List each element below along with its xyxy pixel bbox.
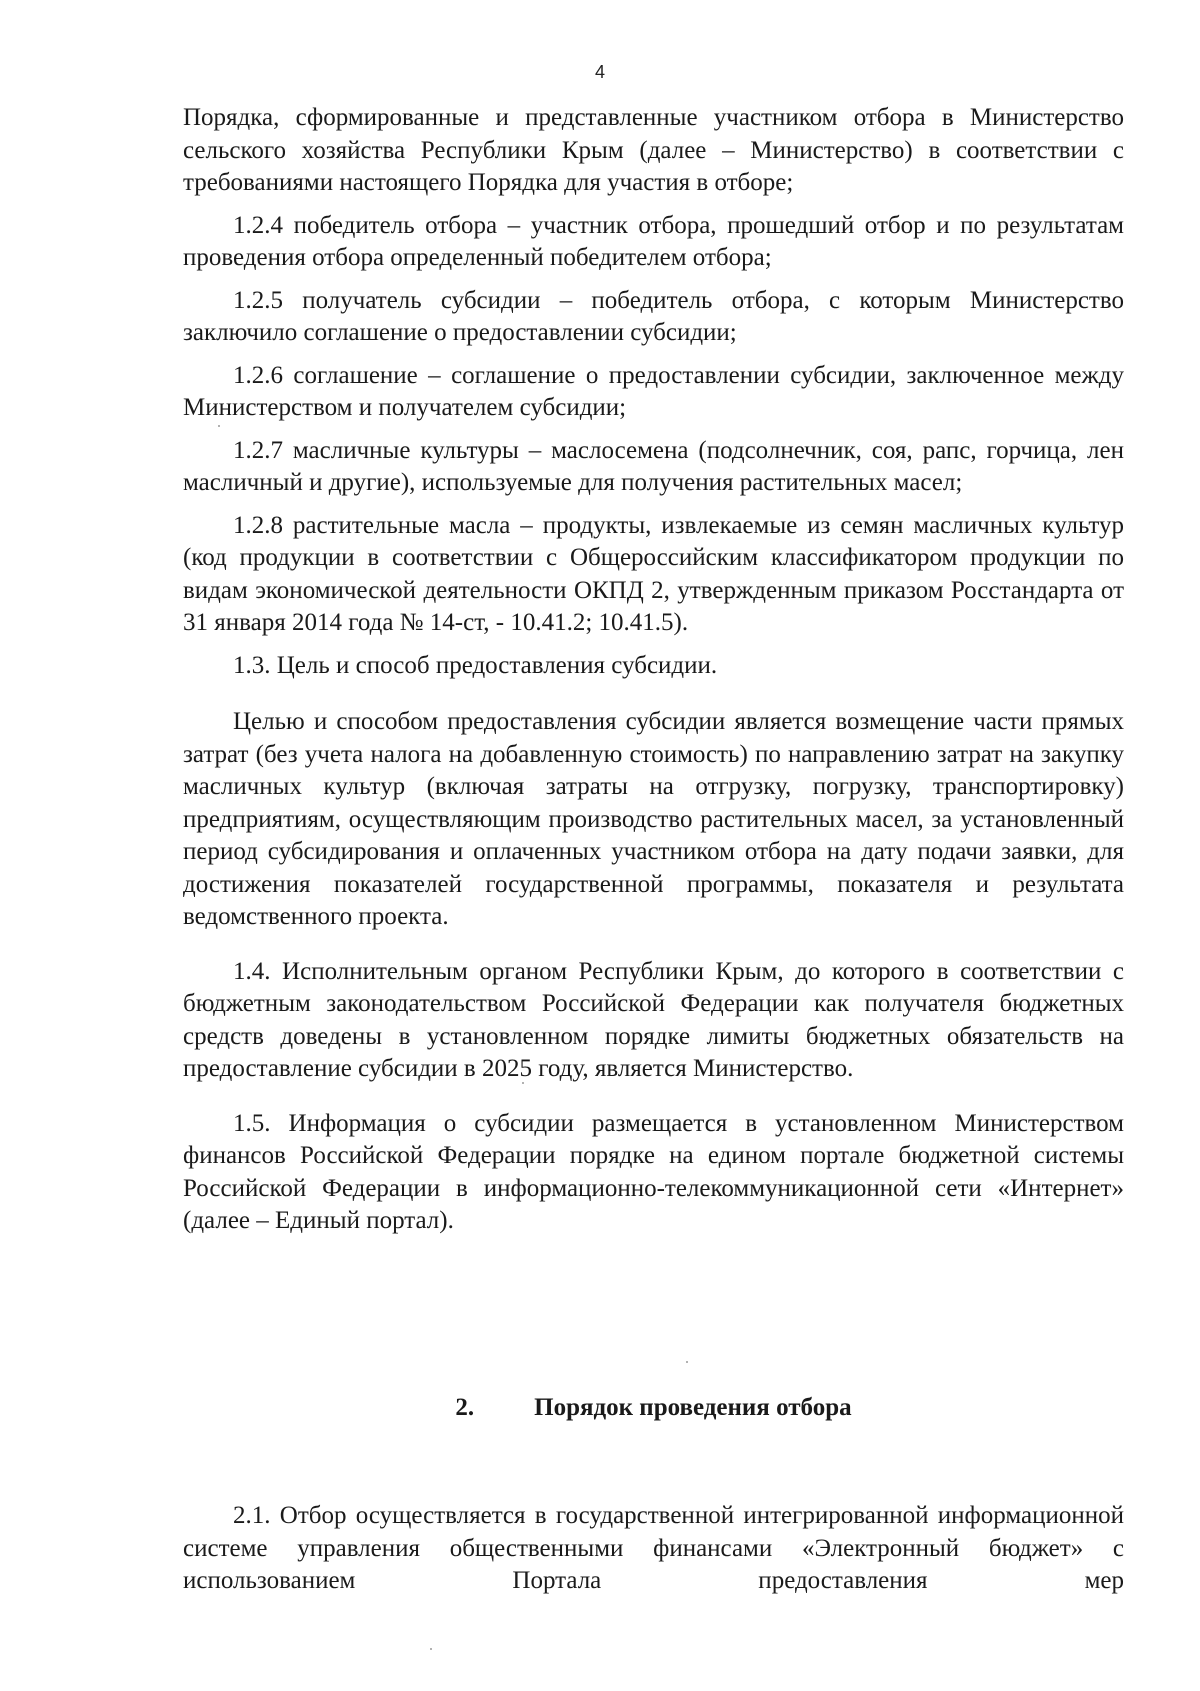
section-title: Порядок проведения отбора [534, 1394, 852, 1421]
paragraph-1-4: 1.4. Исполнительным органом Республики Крым, до которого в соответствии с бюджетным законодательством Российской Федерации как получателя бюджетных средств доведены в установленном порядке лимиты бюджетных обязательств на предоставление субсидии в 2025 году, является Министерство. [183, 957, 1124, 1082]
paragraph-1-2-6: 1.2.6 соглашение – соглашение о предоставлении субсидии, заключенное между Министерством и получателем субсидии; [183, 361, 1124, 421]
page-number: 4 [594, 62, 605, 82]
section-body [183, 1500, 1124, 1598]
scan-artifact [218, 425, 220, 427]
scan-artifact [686, 1361, 688, 1363]
section-number: 2. [455, 1394, 475, 1421]
paragraph-1-3: 1.3. Цель и способ предоставления субсидии. [233, 651, 718, 679]
document-body [183, 102, 1124, 1238]
scan-artifact [430, 1648, 432, 1650]
paragraph-1-2-5: 1.2.5 получатель субсидии – победитель отбора, с которым Министерство заключило соглашение о предоставлении субсидии; [183, 286, 1124, 346]
paragraph-1-2-4: 1.2.4 победитель отбора – участник отбора, прошедший отбор и по результатам проведения отбора определенный победителем отбора; [183, 211, 1124, 271]
paragraph-goal: Целью и способом предоставления субсидии является возмещение части прямых затрат (без учета налога на добавленную стоимость) по направлению затрат на закупку масличных культур (включая затраты на отгрузку, погрузку, транспортировку) предприятиям, осуществляющим производство растительных масел, за установленный период субсидирования и оплаченных участником отбора на дату подачи заявки, для достижения показателей государственной программы, показателя и результата ведомственного проекта. [183, 708, 1124, 930]
paragraph-1-2-8: 1.2.8 растительные масла – продукты, извлекаемые из семян масличных культур (код продукции в соответствии с Общероссийским классификатором продукции по видам экономической деятельности ОКПД 2, утвержденным приказом Росстандарта от 31 января 2014 года № 14-ст, - 10.41.2; 10.41.5). [183, 511, 1124, 636]
scan-artifact [522, 1082, 524, 1084]
paragraph-continuation: Порядка, сформированные и представленные участником отбора в Министерство сельского хозяйства Республики Крым (далее – Министерство) в соответствии с требованиями настоящего Порядка для участия в отборе; [183, 104, 1124, 196]
paragraph-2-1: 2.1. Отбор осуществляется в государственной интегрированной информационной системе управления общественными финансами «Электронный бюджет» с использованием Портала предоставления мер [183, 1502, 1124, 1594]
paragraph-1-5: 1.5. Информация о субсидии размещается в установленном Министерством финансов Российской Федерации порядке на едином портале бюджетной системы Российской Федерации в информационно-телекоммуникационной сети «Интернет» (далее – Единый портал). [183, 1109, 1124, 1234]
paragraph-1-2-7: 1.2.7 масличные культуры – маслосемена (подсолнечник, соя, рапс, горчица, лен масличный и другие), используемые для получения растительных масел; [183, 436, 1124, 496]
section-heading [183, 1392, 1124, 1424]
